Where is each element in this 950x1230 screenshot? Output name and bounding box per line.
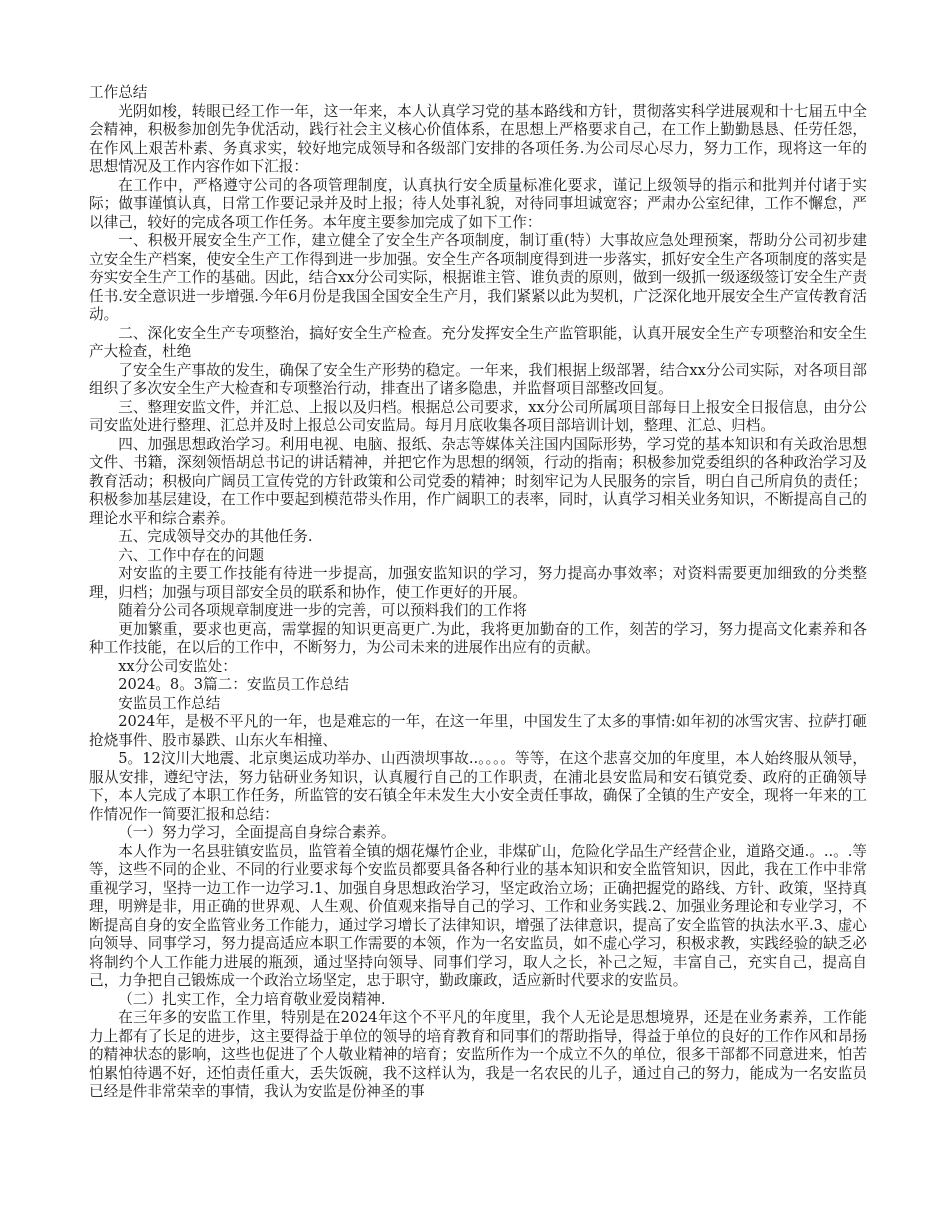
paragraph: 在三年多的安监工作里，特别是在2024年这个不平凡的年度里，我个人无论是思想境界，还是在业务素养，工作能力上都有了长足的进步，这主要得益于单位的领导的培育教育和同事们的帮助指导，得益于单位的良好的工作作风和昂扬的精神状态的影响，这些也促进了个人敬业精神的培育；安监所作为一个成立不久的单位，很多干部都不同意进来，怕苦怕累怕待遇不好，还怕责任重大，丢失饭碗，我不这样认为，我是一名农民的儿子，通过自己的努力，能成为一名安监员已经是件非常荣幸的事情，我认为安监是份神圣的事 [89, 1009, 867, 1100]
paragraph: 三、整理安监文件，并汇总、上报以及归档。根据总公司要求，xx分公司所属项目部每日上报安全日报信息，由分公司安监处进行整理、汇总并及时上报总公司安监局。每月月底收集各项目部培训计划，整理、汇总、归档。 [89, 398, 867, 434]
paragraph: 随着分公司各项规章制度进一步的完善，可以预料我们的工作将 [118, 602, 527, 619]
section-heading: （一）努力学习，全面提高自身综合素养。 [118, 824, 396, 841]
document-title: 工作总结 [89, 84, 148, 101]
paragraph: 5。12汶川大地震、北京奥运成功举办、山西溃坝事故..。。。。等等，在这个悲喜交加的年度里，本人始终服从领导，服从安排，遵纪守法，努力钻研业务知识，认真履行自己的工作职责，在浦北县安监局和安石镇党委、政府的正确领导下，本人完成了本职工作任务，所监管的安石镇全年未发生大小安全责任事故，确保了全镇的生产安全，现将一年来的工作情况作一简要汇报和总结： [89, 750, 867, 823]
subtitle: 安监员工作总结 [118, 694, 221, 712]
paragraph: 五、完成领导交办的其他任务. [118, 528, 313, 545]
date-line: 2024。8。3篇二：安监员工作总结 [118, 676, 350, 693]
paragraph: 2024年，是极不平凡的一年，也是难忘的一年，在这一年里，中国发生了太多的事情:如年初的冰雪灾害、拉萨打砸抢烧事件、股市暴跌、山东火车相撞、 [89, 713, 867, 749]
section-heading: （二）扎实工作，全力培育敬业爱岗精神. [118, 990, 386, 1008]
paragraph: 二、深化安全生产专项整治，搞好安全生产检查。充分发挥安全生产监管职能，认真开展安全生产专项整治和安全生产大检查，杜绝 [89, 324, 867, 360]
paragraph: 四、加强思想政治学习。利用电视、电脑、报纸、杂志等媒体关注国内国际形势，学习党的基本知识和有关政治思想文件、书籍，深刻领悟胡总书记的讲话精神，并把它作为思想的纲领，行动的指南；积极参加党委组织的各种政治学习及教育活动；积极向广阔员工宣传党的方针政策和公司党委的精神；时刻牢记为人民服务的宗旨，明白自己所肩负的责任；积极参加基层建设，在工作中要起到模范带头作用，作广阔职工的表率，同时，认真学习相关业务知识，不断提高自己的理论水平和综合素养。 [89, 435, 867, 527]
paragraph: 对安监的主要工作技能有待进一步提高，加强安监知识的学习，努力提高办事效率；对资料需要更加细致的分类整理，归档；加强与项目部安全员的联系和协作，使工作更好的开展。 [89, 565, 867, 601]
paragraph: 更加繁重，要求也更高，需掌握的知识更高更广.为此，我将更加勤奋的工作，刻苦的学习，努力提高文化素养和各种工作技能，在以后的工作中，不断努力，为公司未来的进展作出应有的贡献。 [89, 620, 867, 656]
paragraph: 在工作中，严格遵守公司的各项管理制度，认真执行安全质量标准化要求，谨记上级领导的指示和批判并付诸于实际；做事谨慎认真，日常工作要记录并及时上报；待人处事礼貌，对待同事坦诚宽容；严肃办公室纪律，工作不懈怠，严以律己，较好的完成各项工作任务。本年度主要参加完成了如下工作： [89, 176, 867, 231]
paragraph: 一、积极开展安全生产工作，建立健全了安全生产各项制度，制订重(特）大事故应急处理预案，帮助分公司初步建立安全生产档案，使安全生产工作得到进一步加强。安全生产各项制度得到进一步落实，抓好安全生产各项制度的落实是夯实安全生产工作的基础。因此，结合xx分公司实际，根据谁主管、谁负责的原则，做到一级抓一级逐级签订安全生产责任书.安全意识进一步增强.今年6月份是我国全国安全生产月，我们紧紧以此为契机，广泛深化地开展安全生产宣传教育活动。 [89, 232, 867, 323]
paragraph: 了安全生产事故的发生，确保了安全生产形势的稳定。一年来，我们根据上级部署，结合xx分公司实际，对各项目部组织了多次安全生产大检查和专项整治行动，排查出了诸多隐患，并监督项目部整改回复。 [89, 361, 867, 397]
document-body [89, 84, 867, 1102]
paragraph: 光阴如梭，转眼已经工作一年，这一年来，本人认真学习党的基本路线和方针，贯彻落实科学进展观和十七届五中全会精神，积极参加创先争优活动，践行社会主义核心价值体系，在思想上严格要求自己，在工作上勤勤恳恳、任劳任怨，在作风上艰苦朴素、务真求实，较好地完成领导和各级部门安排的各项任务.为公司尽心尽力，努力工作，现将这一年的思想情况及工作内容作如下汇报： [89, 102, 867, 175]
signature-line: xx分公司安监处： [118, 657, 237, 675]
section-heading: 六、工作中存在的问题 [118, 546, 265, 564]
paragraph: 本人作为一名县驻镇安监员，监管着全镇的烟花爆竹企业，非煤矿山，危险化学品生产经营企业，道路交通.。..。.等等，这些不同的企业、不同的行业要求每个安监员都要具备各种行业的基本知识和安全监管知识，因此，我在工作中非常重视学习，坚持一边工作一边学习.1、加强自身思想政治学习，坚定政治立场；正确把握党的路线、方针、政策，坚持真理，明辨是非，用正确的世界观、人生观、价值观来指导自己的学习、工作和业务实践.2、加强业务理论和专业学习，不断提高自身的安全监管业务工作能力，通过学习增长了法律知识，增强了法律意识，提高了安全监管的执法水平.3、虚心向领导、同事学习，努力提高适应本职工作需要的本领，作为一名安监员，如不虚心学习，积极求教，实践经验的缺乏必将制约个人工作能力进展的瓶颈，通过坚持向领导、同事们学习，取人之长，补己之短，丰富自己，充实自己，提高自己，力争把自己锻炼成一个政治立场坚定，忠于职守，勤政廉政，适应新时代要求的安监员。 [89, 842, 867, 989]
